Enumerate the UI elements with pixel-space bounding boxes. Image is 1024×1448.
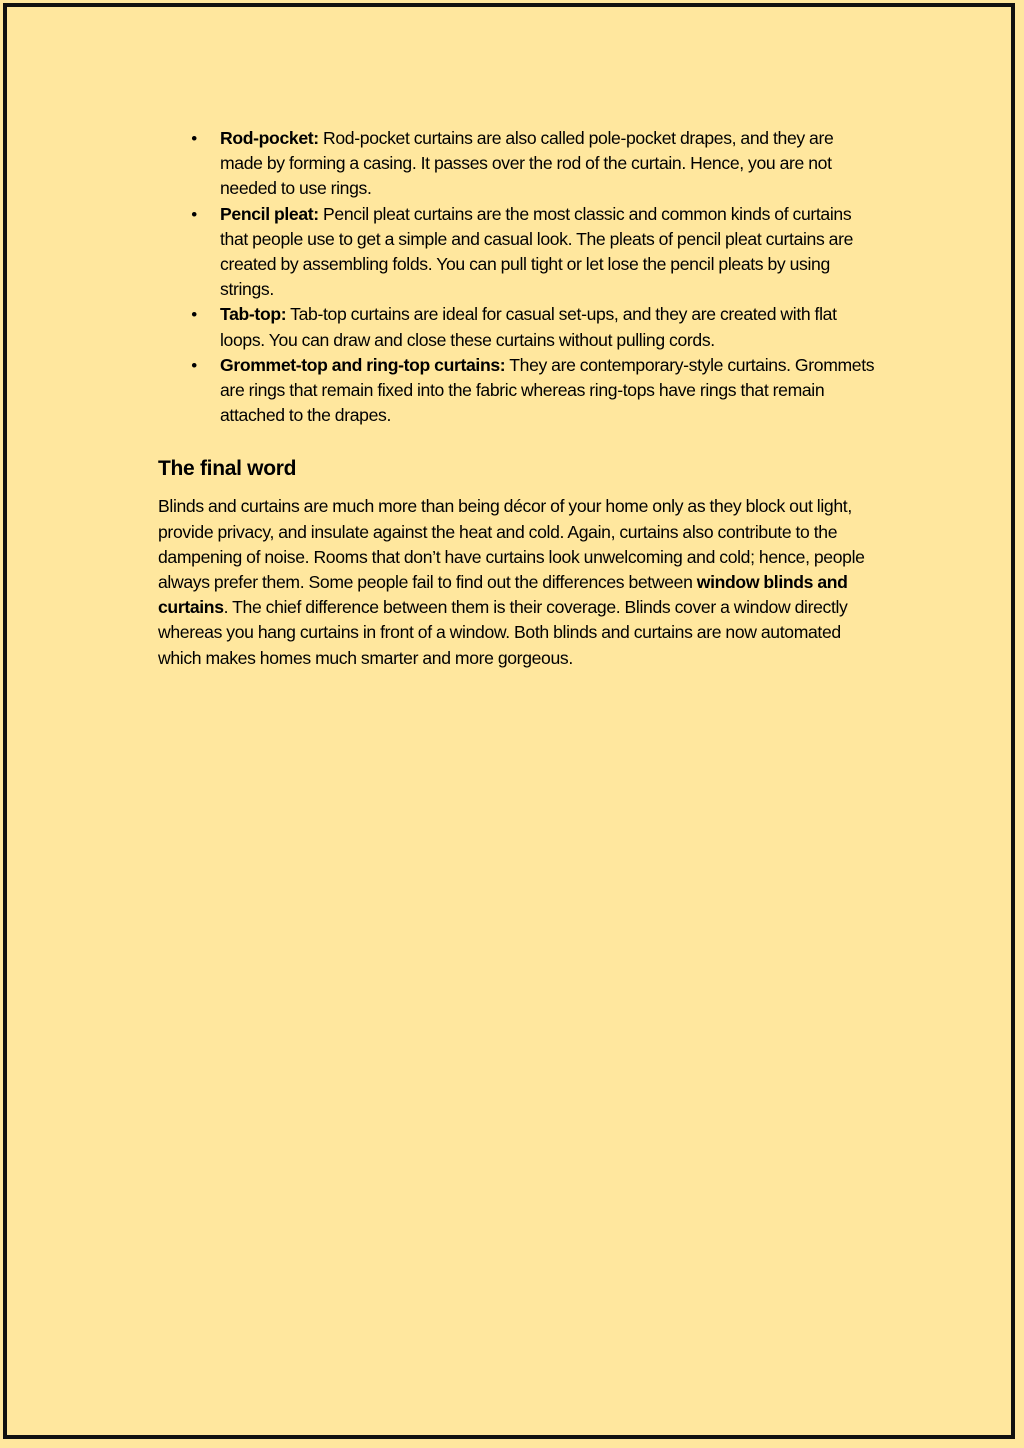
body-paragraph (158, 494, 878, 670)
curtain-types-list (158, 126, 878, 428)
list-item (158, 353, 878, 429)
list-item-text: Pencil pleat curtains are the most classic and common kinds of curtains that people use to get a simple and casual look. The pleats of pencil pleat curtains are created by assembling folds. You can pull tight or let lose the pencil pleats by using strings. (220, 203, 854, 300)
paragraph-keyword: window blinds and curtains (158, 572, 848, 618)
list-item-text: They are contemporary-style curtains. Grommets are rings that remain fixed into the fabric whereas ring-tops have rings that remain attached to the drapes. (220, 354, 875, 426)
paragraph-text-after: . The chief difference between them is their coverage. Blinds cover a window directly whereas you hang curtains in front of a window. Both blinds and curtains are now automated which makes homes much smarter and more gorgeous. (158, 597, 848, 668)
list-item-lead: Rod-pocket: (220, 128, 319, 148)
list-item-lead: Pencil pleat: (220, 203, 319, 224)
list-item-text: Tab-top curtains are ideal for casual set-ups, and they are created with flat loops. You can draw and close these curtains without pulling cords. (220, 304, 837, 350)
list-item-text: Rod-pocket curtains are also called pole-pocket drapes, and they are made by forming a casing. It passes over the rod of the curtain. Hence, you are not needed to use rings. (220, 128, 834, 199)
list-item (158, 202, 878, 303)
document-page (3, 3, 1015, 1439)
page-content (158, 126, 878, 671)
list-item-lead: Tab-top: (220, 304, 287, 325)
bullet-icon: • (191, 204, 197, 224)
list-item (158, 126, 878, 202)
bullet-icon: • (191, 355, 197, 375)
paragraph-text-before: Blinds and curtains are much more than being décor of your home only as they block out light, provide privacy, and insulate against the heat and cold. Again, curtains also contribute to the dampening of noise. Rooms that don’t have curtains look unwelcoming and cold; hence, people always prefer them. Some people fail to find out the differences between (158, 496, 865, 593)
section-heading: The final word (158, 457, 297, 481)
bullet-icon: • (191, 129, 197, 148)
list-item-lead: Grommet-top and ring-top curtains: (220, 354, 506, 375)
bullet-icon: • (191, 305, 197, 325)
list-item (158, 302, 878, 352)
